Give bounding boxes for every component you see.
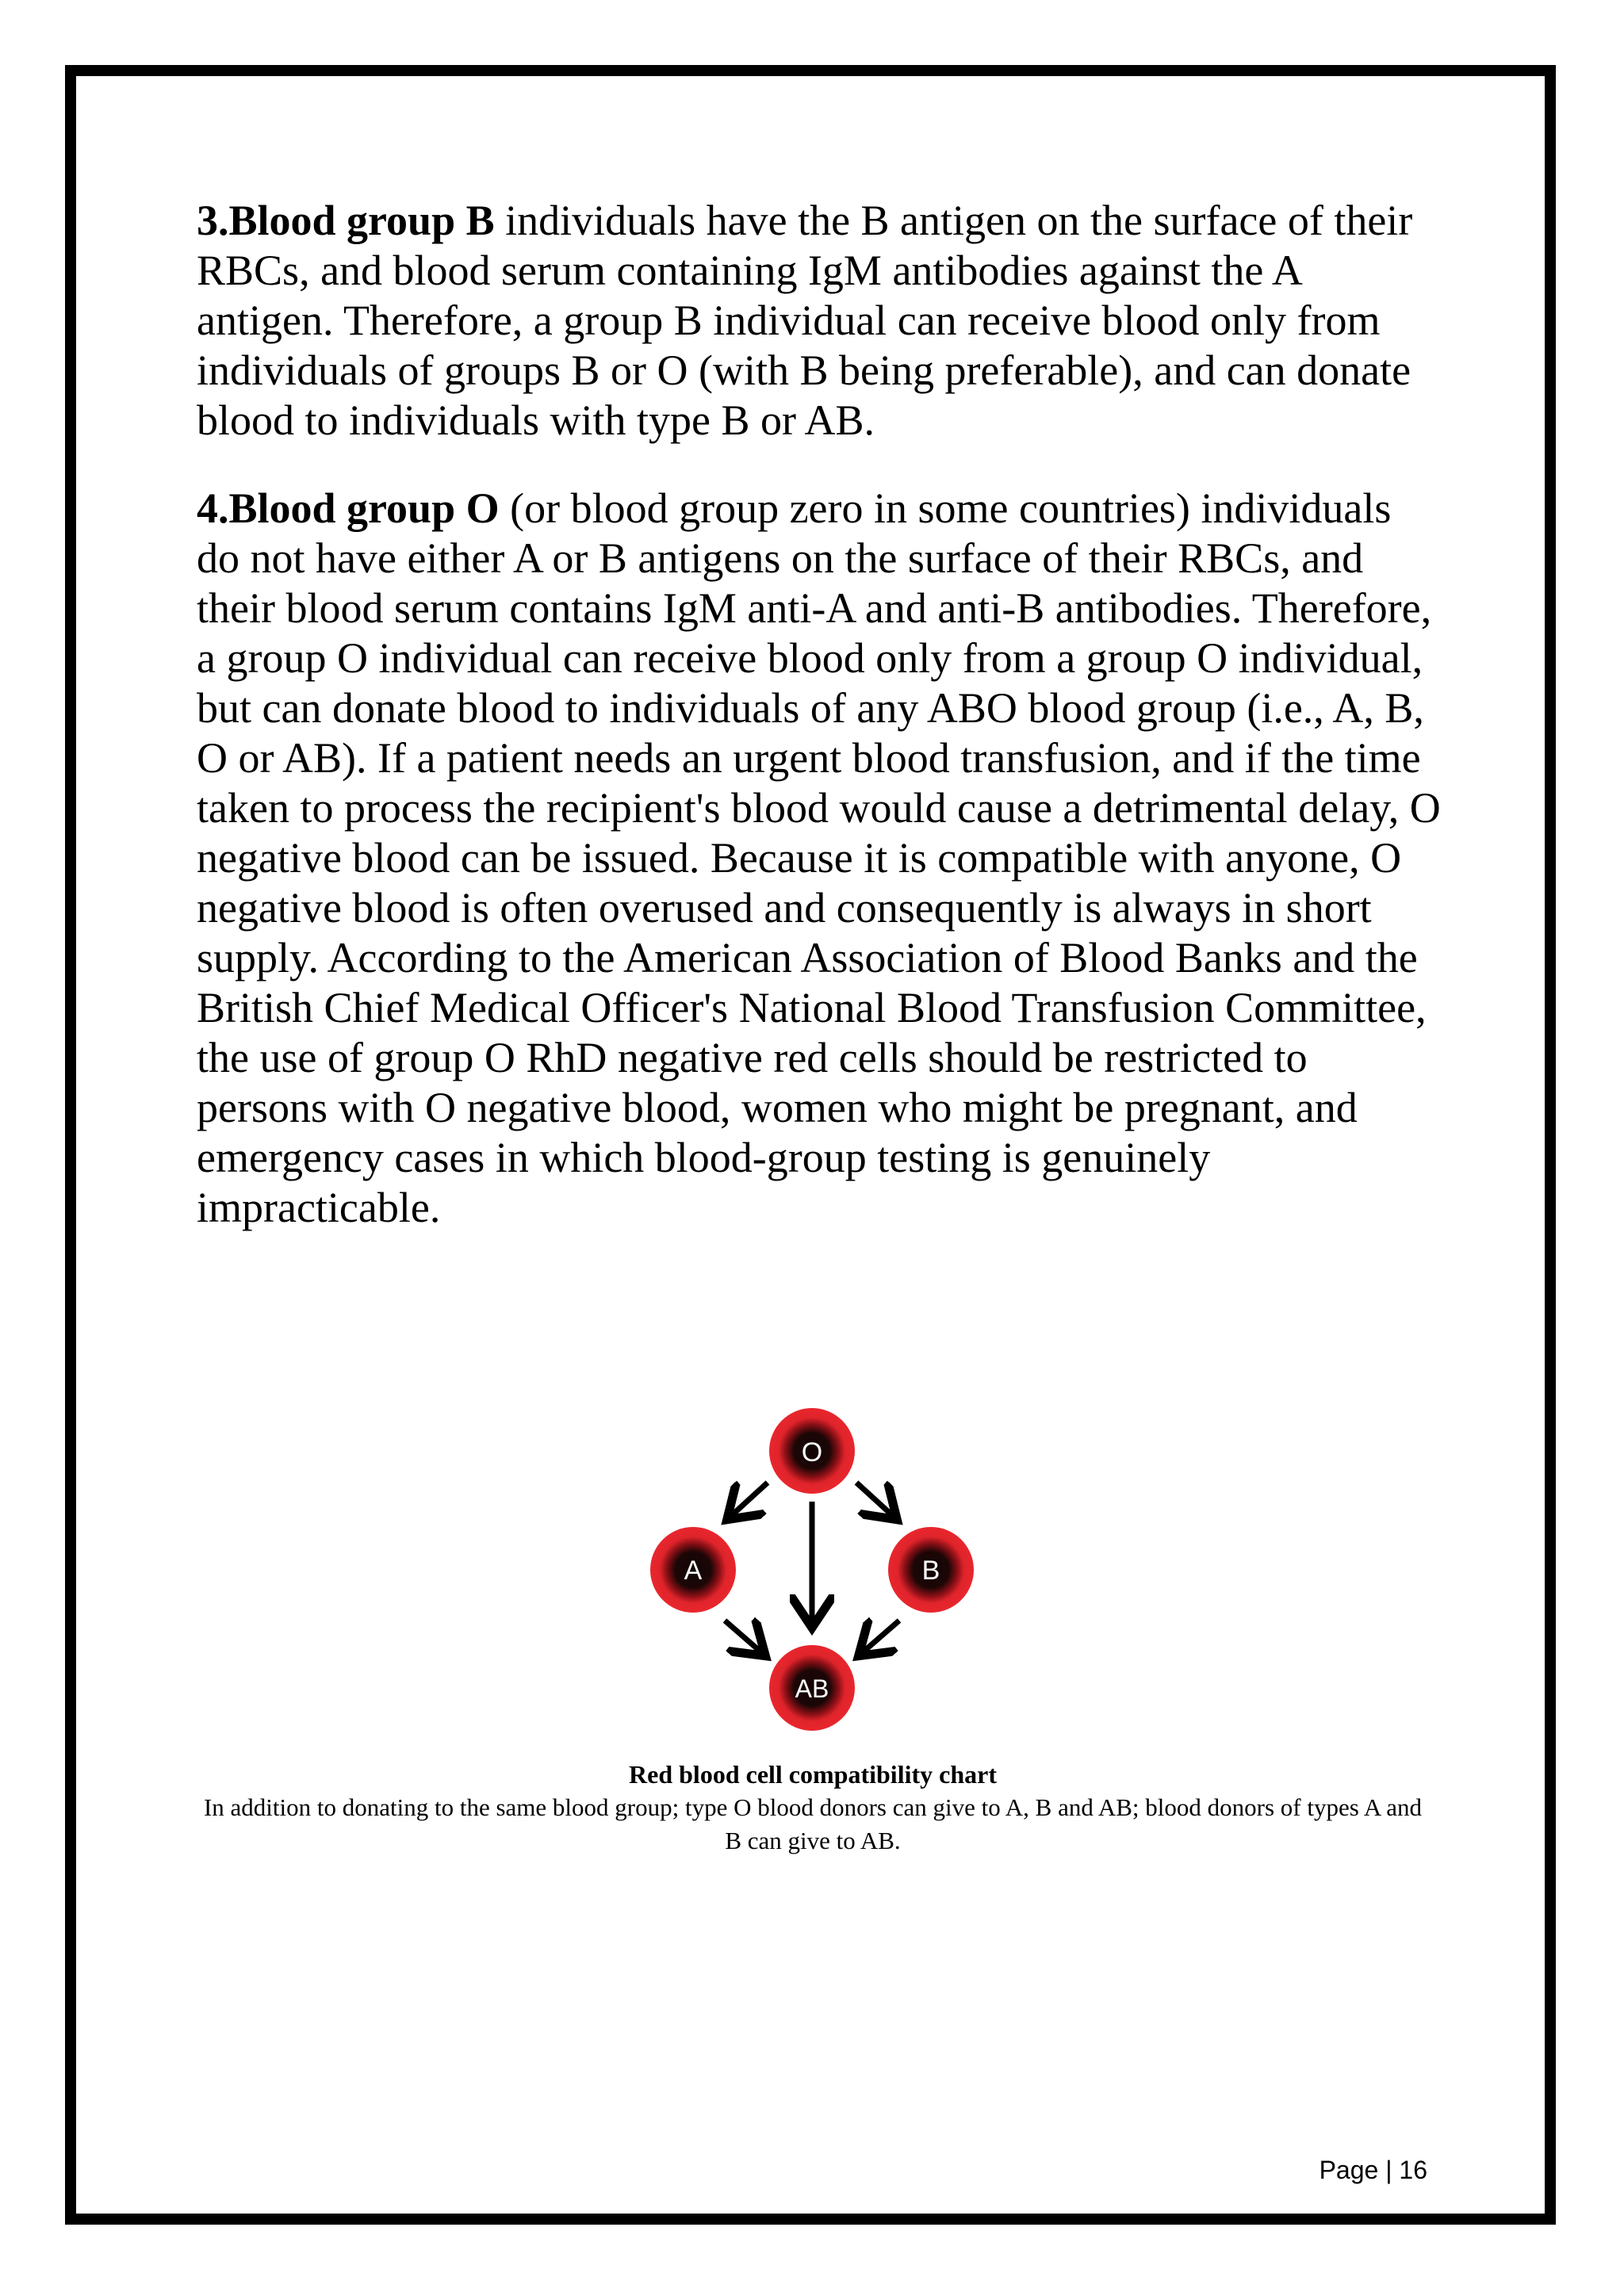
cell-a xyxy=(650,1527,736,1613)
arrow-b-to-ab xyxy=(863,1621,899,1652)
arrow-a-to-ab xyxy=(725,1621,761,1652)
cell-o xyxy=(769,1408,855,1494)
paragraph-blood-group-b xyxy=(197,196,1442,446)
paragraph-text: individuals have the B antigen on the surface of their RBCs, and blood serum containing IgM antibodies against the A antigen. Therefore, a group B individual can receive blood only from individuals of groups B or O (with B being preferable), and can donate blood to individuals with type B or AB. xyxy=(197,197,1413,444)
document-body xyxy=(197,196,1442,1233)
paragraph-blood-group-o xyxy=(197,484,1442,1233)
paragraph-heading: 3.Blood group B xyxy=(197,197,495,244)
cell-o-label: O xyxy=(801,1437,823,1468)
cell-b xyxy=(888,1527,974,1613)
caption-title: Red blood cell compatibility chart xyxy=(629,1760,997,1789)
paragraph-heading: 4.Blood group O xyxy=(197,484,500,532)
cell-ab-label: AB xyxy=(795,1674,829,1703)
arrow-o-to-b xyxy=(856,1483,893,1516)
compatibility-diagram-svg xyxy=(642,1405,985,1738)
arrow-o-to-a xyxy=(731,1483,768,1516)
page-number: Page | 16 xyxy=(1319,2156,1427,2184)
cell-a-label: A xyxy=(684,1556,703,1586)
caption-text: In addition to donating to the same blood group; type O blood donors can give to A, B and AB; blood donors of types A and B can give to AB. xyxy=(203,1793,1423,1854)
paragraph-text: (or blood group zero in some countries) individuals do not have either A or B antigens on the surface of their RBCs, and their blood serum contains IgM anti-A and anti-B antibodies. Therefore, a group O individual can receive blood only from a group O individual, but can donate blood to individuals of any ABO blood group (i.e., A, B, O or AB). If a patient needs an urgent blood transfusion, and if the time taken to process the recipient's blood would cause a detrimental delay, O negative blood can be issued. Because it is compatible with anyone, O negative blood is often overused and consequently is always in short supply. According to the American Association of Blood Banks and the British Chief Medical Officer's National Blood Transfusion Committee, the use of group O RhD negative red cells should be restricted to persons with O negative blood, women who might be pregnant, and emergency cases in which blood-group testing is genuinely impracticable. xyxy=(197,484,1441,1231)
cell-ab xyxy=(769,1645,855,1731)
cell-b-label: B xyxy=(921,1556,940,1586)
figure-caption xyxy=(190,1758,1435,1858)
compatibility-diagram xyxy=(642,1405,985,1738)
